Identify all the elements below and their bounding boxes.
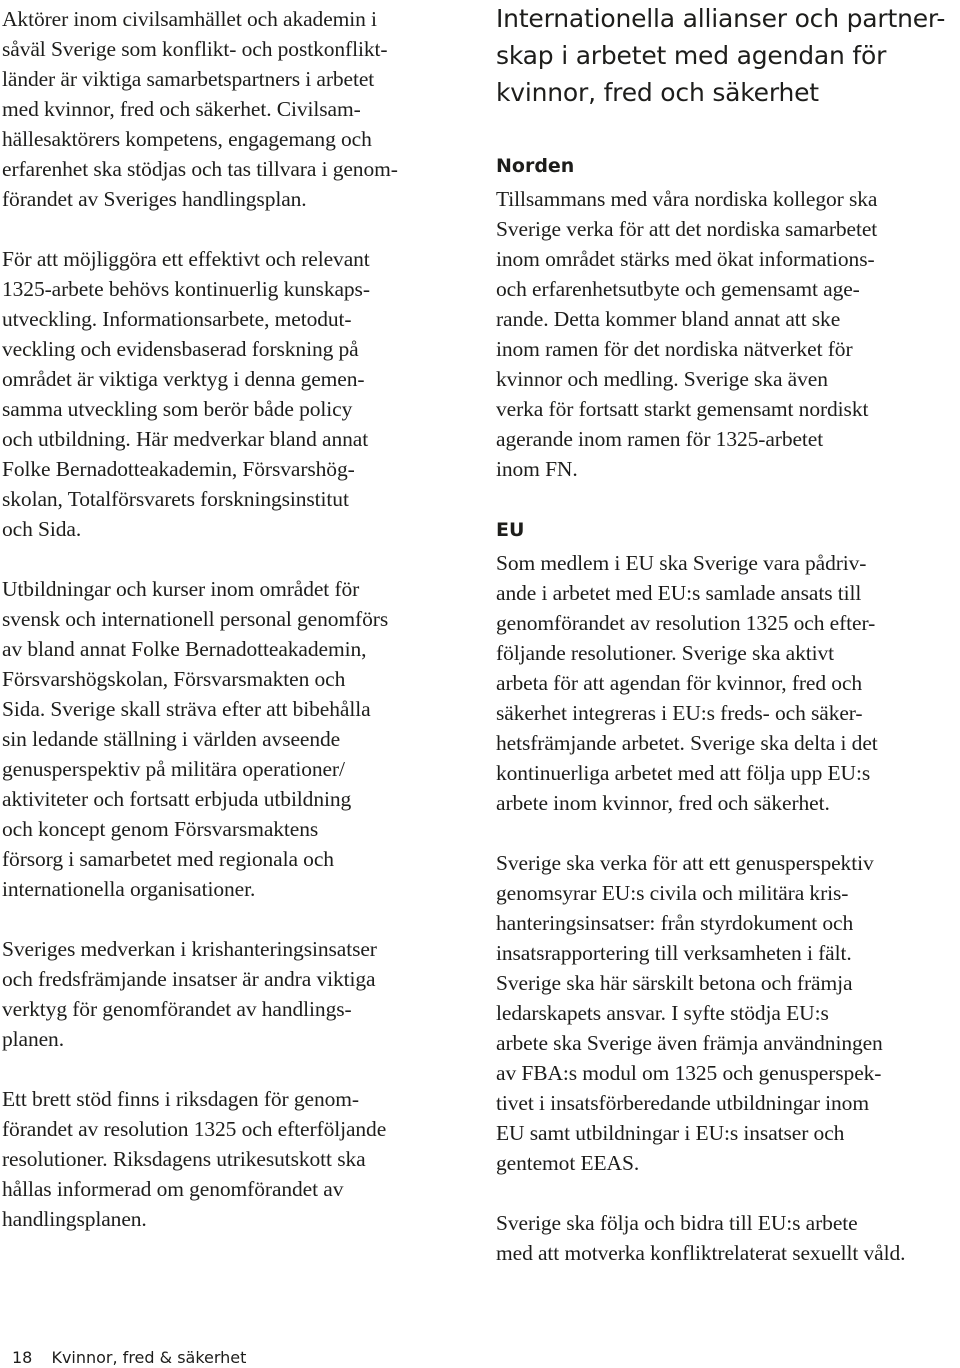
body-paragraph: Ett brett stöd finns i riksdagen för genom- förandet av resolution 1325 och efterföljande resolutioner. Riksdagens utrikesutskott ska hållas informerad om genomförandet av handlingsplanen. [2, 1087, 387, 1231]
body-paragraph: Sverige ska följa och bidra till EU:s arbete med att motverka konfliktrelaterat sexuellt våld. [496, 1211, 906, 1265]
publication-title: Kvinnor, fred & säkerhet [51, 1348, 247, 1367]
body-paragraph: Tillsammans med våra nordiska kollegor ska Sverige verka för att det nordiska samarbetet inom området stärks med ökat informations- och erfarenhetsutbyte och gemensamt age- rande. Detta kommer bland annat att ske inom ramen för det nordiska nätverket för kvinnor och medling. Sverige ska även verka för fortsatt starkt gemensamt nordiskt agerande inom ramen för 1325-arbetet inom FN. [496, 187, 878, 481]
page-footer [12, 1348, 246, 1368]
right-column [496, 0, 960, 1268]
body-paragraph: Som medlem i EU ska Sverige vara pådriv- ande i arbetet med EU:s samlade ansats till genomförandet av resolution 1325 och efter- följande resolutioner. Sverige ska aktivt arbeta för att agendan för kvinnor, fred och säkerhet integreras i EU:s freds- och säker- hetsfrämjande arbetet. Sverige ska delta i det kontinuerliga arbetet med att följa upp EU:s arbete inom kvinnor, fred och säkerhet. [496, 551, 878, 815]
body-paragraph: Sveriges medverkan i krishanteringsinsatser och fredsfrämjande insatser är andra viktiga verktyg för genomförandet av handlings- planen. [2, 937, 377, 1051]
body-paragraph: För att möjliggöra ett effektivt och relevant 1325-arbete behövs kontinuerlig kunskaps- utveckling. Informationsarbete, metodut- veckling och evidensbaserad forskning på området är viktiga verktyg i denna gemen- samma utveckling som berör både policy och utbildning. Här medverkar bland annat Folke Bernadotteakademin, Försvarshög- skolan, Totalförsvarets forskningsinstitut och Sida. [2, 247, 370, 541]
body-paragraph: Aktörer inom civilsamhället och akademin i såväl Sverige som konflikt- och postkonflikt- länder är viktiga samarbetspartners i arbetet med kvinnor, fred och säkerhet. Civilsam- hällesaktörers kompetens, engagemang och erfarenhet ska stödjas och tas tillvara i genom- förandet av Sveriges handlingsplan. [2, 7, 398, 211]
page-number: 18 [12, 1348, 33, 1367]
subheading-eu: EU [496, 519, 525, 541]
subheading-norden: Norden [496, 155, 575, 177]
body-paragraph: Sverige ska verka för att ett genusperspektiv genomsyrar EU:s civila och militära kris- hanteringsinsatser: från styrdokument och insatsrapportering till verksamheten i fält. Sverige ska här särskilt betona och främja ledarskapets ansvar. I syfte stödja EU:s arbete ska Sverige även främja användningen av FBA:s modul om 1325 och genusperspek- tivet i insatsförberedande utbildningar inom EU samt utbildningar i EU:s insatser och gentemot EEAS. [496, 851, 883, 1175]
section-heading: Internationella allianser och partner- skap i arbetet med agendan för kvinnor, fred och säkerhet [496, 4, 946, 107]
left-column [2, 0, 470, 1234]
body-paragraph: Utbildningar och kurser inom området för svensk och internationell personal genomförs av bland annat Folke Bernadotteakademin, Försvarshögskolan, Försvarsmakten och Sida. Sverige skall sträva efter att bibehålla sin ledande ställning i världen avseende genusperspektiv på militära operationer/ aktiviteter och fortsatt erbjuda utbildning och koncept genom Försvarsmaktens försorg i samarbetet med regionala och internationella organisationer. [2, 577, 389, 901]
